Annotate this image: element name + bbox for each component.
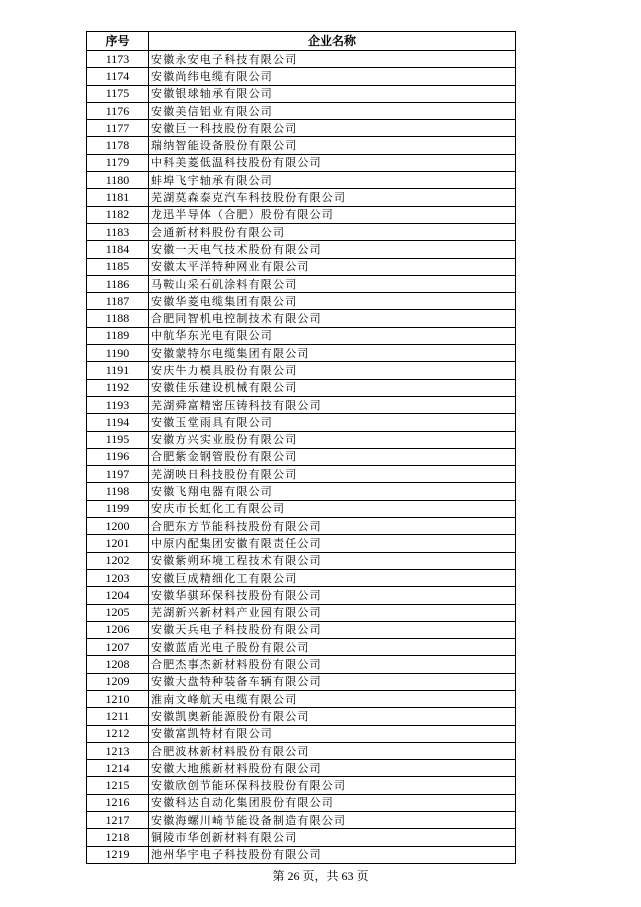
table-row bbox=[87, 206, 516, 223]
serial-number-cell: 1208 bbox=[87, 656, 149, 673]
serial-number-cell: 1217 bbox=[87, 812, 149, 829]
table-row bbox=[87, 777, 516, 794]
company-list-table bbox=[86, 31, 516, 864]
company-name-cell: 安徽蒙特尔电缆集团有限公司 bbox=[149, 345, 516, 362]
table-row bbox=[87, 379, 516, 396]
table-row bbox=[87, 448, 516, 465]
table-row bbox=[87, 51, 516, 68]
serial-number-cell: 1203 bbox=[87, 569, 149, 586]
serial-number-cell: 1188 bbox=[87, 310, 149, 327]
company-name-cell: 安徽大盘特种装备车辆有限公司 bbox=[149, 673, 516, 690]
table-row bbox=[87, 690, 516, 707]
table-row bbox=[87, 137, 516, 154]
table-row bbox=[87, 708, 516, 725]
company-name-cell: 安徽一天电气技术股份有限公司 bbox=[149, 241, 516, 258]
serial-number-cell: 1213 bbox=[87, 742, 149, 759]
serial-number-cell: 1191 bbox=[87, 362, 149, 379]
serial-number-cell: 1193 bbox=[87, 396, 149, 413]
serial-number-cell: 1202 bbox=[87, 552, 149, 569]
company-name-cell: 铜陵市华创新材料有限公司 bbox=[149, 829, 516, 846]
company-name-cell: 安徽富凯特材有限公司 bbox=[149, 725, 516, 742]
table-row bbox=[87, 552, 516, 569]
company-name-cell: 合肥同智机电控制技术有限公司 bbox=[149, 310, 516, 327]
table-row bbox=[87, 794, 516, 811]
company-name-cell: 中科美菱低温科技股份有限公司 bbox=[149, 154, 516, 171]
serial-number-cell: 1186 bbox=[87, 275, 149, 292]
company-name-cell: 中航华东光电有限公司 bbox=[149, 327, 516, 344]
header-serial-number: 序号 bbox=[87, 32, 149, 51]
serial-number-cell: 1214 bbox=[87, 760, 149, 777]
company-name-cell: 安徽紫朔环境工程技术有限公司 bbox=[149, 552, 516, 569]
serial-number-cell: 1179 bbox=[87, 154, 149, 171]
company-name-cell: 安徽方兴实业股份有限公司 bbox=[149, 431, 516, 448]
serial-number-cell: 1218 bbox=[87, 829, 149, 846]
serial-number-cell: 1181 bbox=[87, 189, 149, 206]
table-row bbox=[87, 587, 516, 604]
serial-number-cell: 1199 bbox=[87, 500, 149, 517]
table-row bbox=[87, 431, 516, 448]
table-row bbox=[87, 812, 516, 829]
table-row bbox=[87, 518, 516, 535]
company-name-cell: 安庆市长虹化工有限公司 bbox=[149, 500, 516, 517]
company-name-cell: 中原内配集团安徽有限责任公司 bbox=[149, 535, 516, 552]
table-row bbox=[87, 639, 516, 656]
table-row bbox=[87, 604, 516, 621]
table-row bbox=[87, 569, 516, 586]
company-name-cell: 安徽欣创节能环保科技股份有限公司 bbox=[149, 777, 516, 794]
company-name-cell: 芜湖莫森泰克汽车科技股份有限公司 bbox=[149, 189, 516, 206]
serial-number-cell: 1206 bbox=[87, 621, 149, 638]
company-name-cell: 安徽凯奥新能源股份有限公司 bbox=[149, 708, 516, 725]
table-row bbox=[87, 293, 516, 310]
serial-number-cell: 1177 bbox=[87, 120, 149, 137]
serial-number-cell: 1197 bbox=[87, 466, 149, 483]
table-row bbox=[87, 362, 516, 379]
serial-number-cell: 1219 bbox=[87, 846, 149, 863]
table-row bbox=[87, 500, 516, 517]
company-name-cell: 安徽华菱电缆集团有限公司 bbox=[149, 293, 516, 310]
serial-number-cell: 1198 bbox=[87, 483, 149, 500]
company-name-cell: 安徽蓝盾光电子股份有限公司 bbox=[149, 639, 516, 656]
company-name-cell: 安徽巨一科技股份有限公司 bbox=[149, 120, 516, 137]
serial-number-cell: 1178 bbox=[87, 137, 149, 154]
company-name-cell: 安徽科达自动化集团股份有限公司 bbox=[149, 794, 516, 811]
serial-number-cell: 1207 bbox=[87, 639, 149, 656]
table-row bbox=[87, 760, 516, 777]
company-name-cell: 合肥紫金钢管股份有限公司 bbox=[149, 448, 516, 465]
serial-number-cell: 1184 bbox=[87, 241, 149, 258]
company-name-cell: 安徽太平洋特种网业有限公司 bbox=[149, 258, 516, 275]
company-name-cell: 安徽天兵电子科技股份有限公司 bbox=[149, 621, 516, 638]
table-row bbox=[87, 483, 516, 500]
table-row bbox=[87, 154, 516, 171]
company-name-cell: 芜湖舜富精密压铸科技有限公司 bbox=[149, 396, 516, 413]
serial-number-cell: 1180 bbox=[87, 172, 149, 189]
table-row bbox=[87, 275, 516, 292]
company-name-cell: 安徽银球轴承有限公司 bbox=[149, 85, 516, 102]
header-company-name: 企业名称 bbox=[149, 32, 516, 51]
serial-number-cell: 1176 bbox=[87, 102, 149, 119]
table-row bbox=[87, 85, 516, 102]
company-name-cell: 瑞纳智能设备股份有限公司 bbox=[149, 137, 516, 154]
company-name-cell: 安徽海螺川崎节能设备制造有限公司 bbox=[149, 812, 516, 829]
company-name-cell: 池州华宇电子科技股份有限公司 bbox=[149, 846, 516, 863]
serial-number-cell: 1200 bbox=[87, 518, 149, 535]
table-row bbox=[87, 466, 516, 483]
company-name-cell: 合肥杰事杰新材料股份有限公司 bbox=[149, 656, 516, 673]
table-row bbox=[87, 673, 516, 690]
company-name-cell: 安徽美信铝业有限公司 bbox=[149, 102, 516, 119]
table-row bbox=[87, 189, 516, 206]
serial-number-cell: 1187 bbox=[87, 293, 149, 310]
serial-number-cell: 1192 bbox=[87, 379, 149, 396]
company-name-cell: 芜湖新兴新材料产业园有限公司 bbox=[149, 604, 516, 621]
table-row bbox=[87, 172, 516, 189]
serial-number-cell: 1215 bbox=[87, 777, 149, 794]
company-name-cell: 安徽佳乐建设机械有限公司 bbox=[149, 379, 516, 396]
table-row bbox=[87, 258, 516, 275]
company-name-cell: 安徽飞翔电器有限公司 bbox=[149, 483, 516, 500]
company-name-cell: 安徽尚纬电缆有限公司 bbox=[149, 68, 516, 85]
serial-number-cell: 1175 bbox=[87, 85, 149, 102]
serial-number-cell: 1209 bbox=[87, 673, 149, 690]
table-row bbox=[87, 742, 516, 759]
table-body bbox=[87, 51, 516, 864]
company-name-cell: 安庆牛力模具股份有限公司 bbox=[149, 362, 516, 379]
company-name-cell: 淮南文峰航天电缆有限公司 bbox=[149, 690, 516, 707]
serial-number-cell: 1204 bbox=[87, 587, 149, 604]
table-header-row bbox=[87, 32, 516, 51]
table-row bbox=[87, 345, 516, 362]
table-row bbox=[87, 621, 516, 638]
table-row bbox=[87, 535, 516, 552]
company-name-cell: 安徽巨成精细化工有限公司 bbox=[149, 569, 516, 586]
serial-number-cell: 1201 bbox=[87, 535, 149, 552]
company-name-cell: 安徽大地熊新材料股份有限公司 bbox=[149, 760, 516, 777]
company-name-cell: 安徽玉堂雨具有限公司 bbox=[149, 414, 516, 431]
table-row bbox=[87, 120, 516, 137]
serial-number-cell: 1173 bbox=[87, 51, 149, 68]
company-name-cell: 安徽永安电子科技有限公司 bbox=[149, 51, 516, 68]
table-row bbox=[87, 846, 516, 863]
serial-number-cell: 1174 bbox=[87, 68, 149, 85]
table-row bbox=[87, 396, 516, 413]
company-name-cell: 龙迅半导体（合肥）股份有限公司 bbox=[149, 206, 516, 223]
table-row bbox=[87, 725, 516, 742]
serial-number-cell: 1185 bbox=[87, 258, 149, 275]
table-row bbox=[87, 327, 516, 344]
serial-number-cell: 1194 bbox=[87, 414, 149, 431]
page-number-footer: 第 26 页，共 63 页 bbox=[272, 869, 369, 883]
table-row bbox=[87, 656, 516, 673]
company-name-cell: 蚌埠飞宇轴承有限公司 bbox=[149, 172, 516, 189]
table-row bbox=[87, 241, 516, 258]
serial-number-cell: 1212 bbox=[87, 725, 149, 742]
serial-number-cell: 1196 bbox=[87, 448, 149, 465]
serial-number-cell: 1205 bbox=[87, 604, 149, 621]
serial-number-cell: 1211 bbox=[87, 708, 149, 725]
company-name-cell: 会通新材料股份有限公司 bbox=[149, 223, 516, 240]
table-row bbox=[87, 223, 516, 240]
company-name-cell: 马鞍山采石矶涂料有限公司 bbox=[149, 275, 516, 292]
company-name-cell: 芜湖映日科技股份有限公司 bbox=[149, 466, 516, 483]
company-name-cell: 合肥波林新材料股份有限公司 bbox=[149, 742, 516, 759]
serial-number-cell: 1210 bbox=[87, 690, 149, 707]
serial-number-cell: 1183 bbox=[87, 223, 149, 240]
serial-number-cell: 1195 bbox=[87, 431, 149, 448]
serial-number-cell: 1189 bbox=[87, 327, 149, 344]
table-row bbox=[87, 68, 516, 85]
serial-number-cell: 1216 bbox=[87, 794, 149, 811]
company-name-cell: 合肥东方节能科技股份有限公司 bbox=[149, 518, 516, 535]
table-row bbox=[87, 310, 516, 327]
serial-number-cell: 1190 bbox=[87, 345, 149, 362]
table-row bbox=[87, 829, 516, 846]
company-name-cell: 安徽华骐环保科技股份有限公司 bbox=[149, 587, 516, 604]
table-row bbox=[87, 414, 516, 431]
table-row bbox=[87, 102, 516, 119]
serial-number-cell: 1182 bbox=[87, 206, 149, 223]
